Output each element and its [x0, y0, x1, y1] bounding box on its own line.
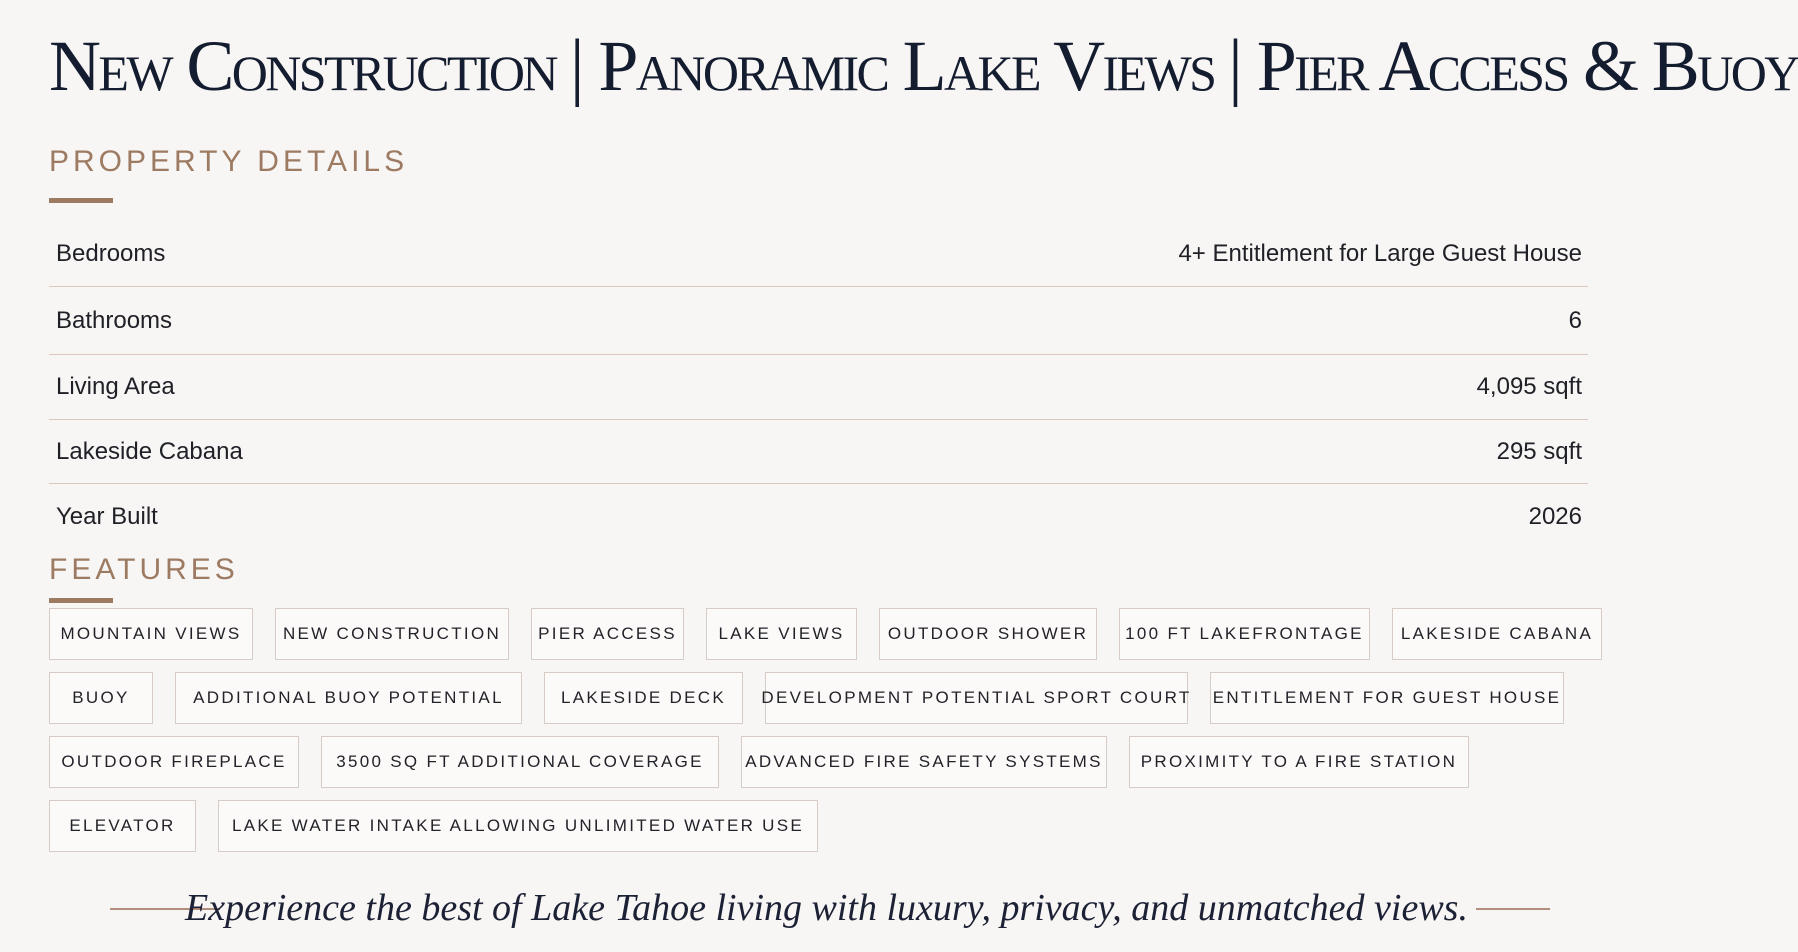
feature-chip: OUTDOOR SHOWER	[879, 608, 1097, 660]
detail-value: 6	[1568, 306, 1582, 334]
features-list	[49, 608, 1609, 864]
feature-chip: NEW CONSTRUCTION	[275, 608, 509, 660]
tagline-band	[0, 878, 1653, 938]
feature-chip: MOUNTAIN VIEWS	[49, 608, 253, 660]
feature-chip: PROXIMITY TO A FIRE STATION	[1129, 736, 1469, 788]
feature-chip: BUOY	[49, 672, 153, 724]
detail-label: Bedrooms	[56, 240, 166, 267]
features-row	[49, 608, 1609, 660]
features-row	[49, 800, 1609, 852]
feature-chip: 100 FT LAKEFRONTAGE	[1119, 608, 1370, 660]
tagline: Experience the best of Lake Tahoe living with luxury, privacy, and unmatched views.	[185, 887, 1468, 929]
detail-value: 4+ Entitlement for Large Guest House	[1178, 240, 1582, 267]
feature-chip: PIER ACCESS	[531, 608, 684, 660]
feature-chip: ELEVATOR	[49, 800, 196, 852]
tagline-right-rule	[1476, 908, 1550, 910]
feature-chip: OUTDOOR FIREPLACE	[49, 736, 299, 788]
features-rule	[49, 598, 113, 603]
headline-part-pier-access: Pier Access & Buoy	[1256, 26, 1798, 106]
detail-row-year-built	[49, 484, 1588, 550]
detail-label: Living Area	[56, 373, 175, 400]
property-details-heading: PROPERTY DETAILS	[49, 145, 409, 178]
detail-label: Lakeside Cabana	[56, 437, 243, 465]
detail-value: 295 sqft	[1496, 437, 1582, 465]
detail-row-living-area	[49, 355, 1588, 420]
detail-row-bedrooms	[49, 222, 1588, 287]
property-details-rule	[49, 198, 113, 203]
feature-chip: LAKE VIEWS	[706, 608, 857, 660]
feature-chip: LAKESIDE CABANA	[1392, 608, 1602, 660]
feature-chip: ENTITLEMENT FOR GUEST HOUSE	[1210, 672, 1564, 724]
detail-row-lakeside-cabana	[49, 420, 1588, 484]
feature-chip: ADVANCED FIRE SAFETY SYSTEMS	[741, 736, 1107, 788]
headline-part-lake-views: Panoramic Lake Views	[598, 26, 1215, 106]
feature-chip: DEVELOPMENT POTENTIAL SPORT COURT	[765, 672, 1188, 724]
detail-value: 4,095 sqft	[1476, 373, 1582, 400]
property-details-list	[49, 222, 1588, 550]
detail-label: Bathrooms	[56, 306, 173, 334]
feature-chip: 3500 SQ FT ADDITIONAL COVERAGE	[321, 736, 719, 788]
detail-row-bathrooms	[49, 287, 1588, 355]
page-headline	[49, 18, 1798, 114]
features-row	[49, 736, 1609, 788]
detail-value: 2026	[1528, 503, 1582, 530]
feature-chip: LAKESIDE DECK	[544, 672, 743, 724]
headline-part-new-construction: New Construction	[49, 26, 556, 106]
headline-separator: |	[1228, 24, 1243, 109]
detail-label: Year Built	[56, 503, 158, 530]
features-heading: FEATURES	[49, 553, 239, 586]
headline-separator: |	[569, 24, 585, 109]
feature-chip: ADDITIONAL BUOY POTENTIAL	[175, 672, 522, 724]
feature-chip: LAKE WATER INTAKE ALLOWING UNLIMITED WATER USE	[218, 800, 818, 852]
features-row	[49, 672, 1609, 724]
